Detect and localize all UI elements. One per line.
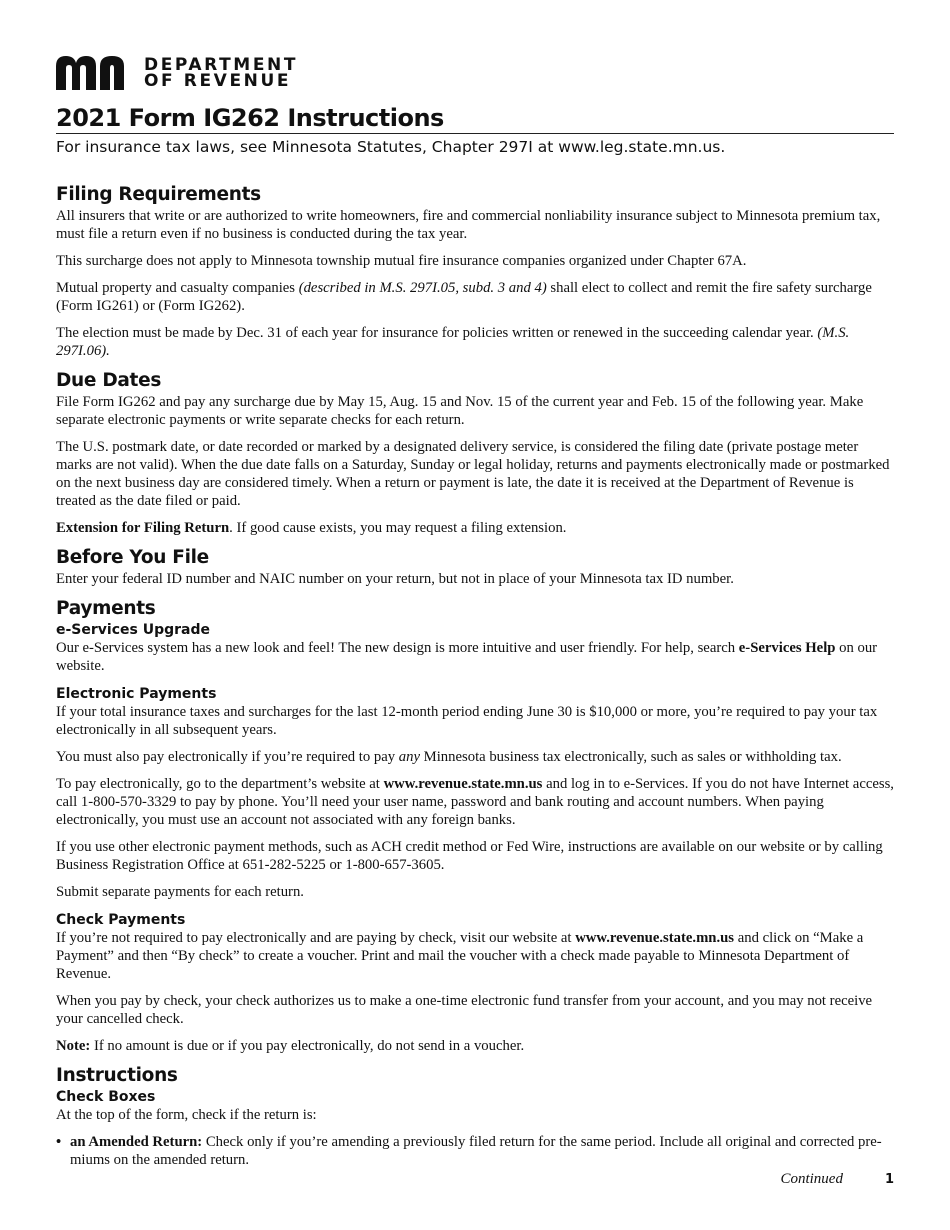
text-run: If you’re not required to pay electronically and are paying by check, visit our website at [56,930,576,946]
department-logo [56,55,298,91]
mn-logo-icon [56,56,134,90]
filing-paragraph-2: This surcharge does not apply to Minnesota township mutual fire insurance companies organized under Chapter 67A. [56,253,747,269]
text-run: and click on “Make a Payment” and then “By check” to create a voucher. Print and mail the voucher with a check made payable to Minnesota Department of Revenue. [56,930,864,982]
extension-label: Extension for Filing Return [56,520,230,536]
document-body [56,183,896,1169]
text-run: To pay electronically, go to the department’s website at [56,776,384,792]
page-number: 1 [884,1172,894,1187]
statute-citation: (M.S. 297I.06). [56,325,850,359]
logo-text [144,57,298,89]
before-paragraph-1: Enter your federal ID number and NAIC number on your return, but not in place of your Minnesota tax ID number. [56,571,734,587]
text-run: on our website. [56,640,878,674]
statute-citation: (described in M.S. 297I.05, subd. 3 and 4) [298,280,547,296]
check-boxes-heading: Check Boxes [56,1089,156,1105]
text-run: and log in to e-Services. If you do not have Internet access, call 1-800-570-3329 to pay by phone. You’ll need your user name, password and bank routing and account numbers. When paying electronically, you must use an account not associated with any foreign banks. [56,776,894,828]
filing-paragraph-1: All insurers that write or are authorized to write homeowners, fire and commercial nonliability insurance subject to Minnesota premium tax, must file a return even if no business is conducted during the tax year. [56,208,881,242]
revenue-website-link[interactable]: www.revenue.state.mn.us [383,776,543,792]
instructions-heading: Instructions [56,1065,178,1086]
text-run: The election must be made by Dec. 31 of each year for insurance for policies written or renewed in the succeeding calendar year. [56,325,818,341]
logo-line-2: OF REVENUE [144,71,292,91]
due-dates-heading: Due Dates [56,370,162,391]
filing-paragraph-3 [56,279,896,315]
electronic-paragraph-5: Submit separate payments for each return. [56,884,304,900]
text-run: shall elect to collect and remit the fire safety surcharge (Form IG261) or (Form IG262). [56,280,872,314]
text-run: Mutual property and casualty companies [56,280,299,296]
page-title: 2021 Form IG262 Instructions [56,103,894,134]
due-paragraph-3 [56,519,896,537]
before-you-file-heading: Before You File [56,547,209,568]
text-run: If no amount is due or if you pay electronically, do not send in a voucher. [90,1038,525,1054]
check-payments-heading: Check Payments [56,912,186,928]
emphasis: any [398,749,420,765]
electronic-paragraph-3 [56,775,896,829]
bullet-icon: • [56,1134,62,1150]
text-run: Our e-Services system has a new look and feel! The new design is more intuitive and user friendly. For help, search [56,640,739,656]
text-run: . If good cause exists, you may request a filing extension. [229,520,567,536]
due-paragraph-2: The U.S. postmark date, or date recorded or marked by a designated delivery service, is considered the filing date (private postage meter marks are not valid). When the due date falls on a Saturday, Sunday or legal holiday, returns and payments electronically made or postmarked on the next business day are considered timely. When a return or payment is late, the date it is received at the Department of Revenue is treated as the date filed or paid. [56,439,890,509]
eservices-heading: e-Services Upgrade [56,622,210,638]
due-paragraph-1: File Form IG262 and pay any surcharge due by May 15, Aug. 15 and Nov. 15 of the current year and Feb. 15 of the following year. Make separate electronic payments or write separate checks for each return. [56,394,864,428]
checkbox-list [56,1133,896,1169]
filing-requirements-heading: Filing Requirements [56,184,261,205]
electronic-paragraph-1: If your total insurance taxes and surcharges for the last 12-month period ending June 30 is $10,000 or more, you’re required to pay your tax electronically in all subsequent years. [56,704,878,738]
page-subtitle: For insurance tax laws, see Minnesota Statutes, Chapter 297I at www.leg.state.mn.us. [56,138,726,156]
eservices-paragraph [56,639,896,675]
logo-line-1: DEPARTMENT [144,55,299,75]
electronic-payments-heading: Electronic Payments [56,686,217,702]
filing-paragraph-4 [56,324,896,360]
text-run: Check only if you’re amending a previously filed return for the same period. Include all original and corrected pre-miums on the amended return. [70,1134,882,1168]
payments-heading: Payments [56,598,156,619]
instructions-intro: At the top of the form, check if the return is: [56,1107,317,1123]
text-run: Minnesota business tax electronically, such as sales or withholding tax. [419,749,842,765]
electronic-paragraph-4: If you use other electronic payment methods, such as ACH credit method or Fed Wire, instructions are available on our website or by calling Business Registration Office at 651-282-5225 or 1-800-657-3605. [56,839,883,873]
revenue-website-link[interactable]: www.revenue.state.mn.us [575,930,735,946]
check-paragraph-3 [56,1037,896,1055]
item-label: an Amended Return: [70,1134,203,1150]
continued-label: Continued [780,1171,843,1187]
note-label: Note: [56,1038,91,1054]
check-paragraph-1 [56,929,896,983]
check-paragraph-2: When you pay by check, your check authorizes us to make a one-time electronic fund transfer from your account, and you may not receive your cancelled check. [56,993,873,1027]
list-item [56,1133,896,1169]
page-footer [780,1171,894,1188]
electronic-paragraph-2 [56,748,896,766]
eservices-help-link[interactable]: e-Services Help [738,640,836,656]
text-run: You must also pay electronically if you’re required to pay [56,749,399,765]
